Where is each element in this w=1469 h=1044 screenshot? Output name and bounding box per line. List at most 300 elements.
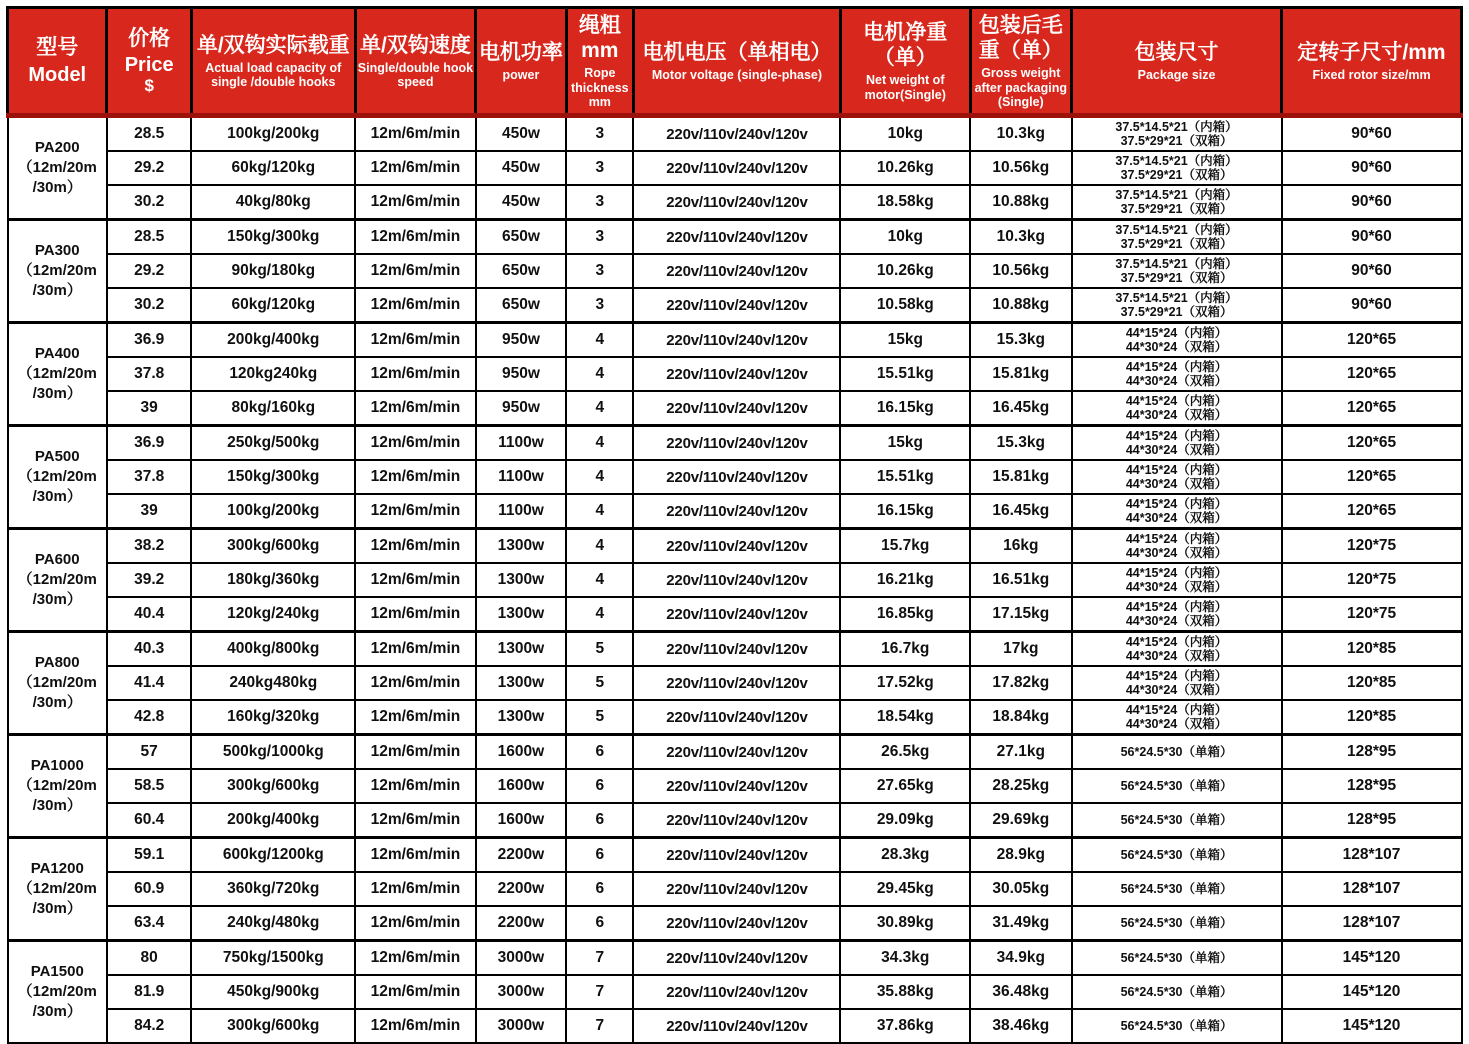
model-note-line: （12m/20m <box>17 364 97 382</box>
cell-voltage: 220v/110v/240v/120v <box>633 700 840 735</box>
cell-speed: 12m/6m/min <box>355 872 476 906</box>
table-row <box>8 1009 1462 1043</box>
cell-net: 10.26kg <box>840 151 970 185</box>
cell-gross: 30.05kg <box>970 872 1071 906</box>
cell-rotor: 128*107 <box>1282 838 1462 873</box>
cell-rope: 7 <box>566 975 633 1009</box>
cell-price: 38.2 <box>107 529 191 564</box>
cell-speed: 12m/6m/min <box>355 323 476 358</box>
cell-net: 16.15kg <box>840 494 970 529</box>
cell-price: 58.5 <box>107 769 191 803</box>
cell-load: 150kg/300kg <box>191 460 355 494</box>
cell-load: 240kg/480kg <box>191 906 355 941</box>
cell-price: 39 <box>107 391 191 426</box>
cell-package <box>1072 288 1282 323</box>
cell-package <box>1072 426 1282 461</box>
cell-package <box>1072 391 1282 426</box>
table-row <box>8 254 1462 288</box>
cell-load: 300kg/600kg <box>191 1009 355 1043</box>
cell-package <box>1072 185 1282 220</box>
table-row <box>8 975 1462 1009</box>
cell-voltage: 220v/110v/240v/120v <box>633 185 840 220</box>
package-size-line: 44*15*24（内箱） <box>1125 360 1228 374</box>
cell-voltage: 220v/110v/240v/120v <box>633 838 840 873</box>
cell-gross: 17.15kg <box>970 597 1071 632</box>
cell-speed: 12m/6m/min <box>355 426 476 461</box>
cell-load: 120kg240kg <box>191 357 355 391</box>
cell-power: 1300w <box>476 700 566 735</box>
package-size-line: 44*30*24（双箱） <box>1125 340 1228 354</box>
header-en2-price: $ <box>144 76 154 96</box>
cell-price: 60.9 <box>107 872 191 906</box>
cell-power: 450w <box>476 151 566 185</box>
table-row <box>8 838 1462 873</box>
header-cell-net <box>840 8 970 116</box>
package-size-line: 44*15*24（内箱） <box>1125 326 1228 340</box>
cell-package <box>1072 323 1282 358</box>
cell-package <box>1072 975 1282 1009</box>
cell-price: 29.2 <box>107 151 191 185</box>
cell-net: 29.45kg <box>840 872 970 906</box>
package-size-line: 44*30*24（双箱） <box>1125 408 1228 422</box>
header-cell-package <box>1072 8 1282 116</box>
model-name: PA500 <box>34 447 80 465</box>
header-zh-speed: 单/双钩速度 <box>360 33 471 57</box>
table-row <box>8 666 1462 700</box>
cell-rope: 4 <box>566 494 633 529</box>
model-note-line: /30m） <box>32 694 82 712</box>
model-note-line: （12m/20m <box>17 158 97 176</box>
cell-net: 15.51kg <box>840 460 970 494</box>
header-en-net: Net weight of motor(Single) <box>864 73 946 102</box>
cell-price: 30.2 <box>107 288 191 323</box>
package-size-line: 37.5*14.5*21（内箱） <box>1115 223 1238 237</box>
cell-rotor: 128*95 <box>1282 769 1462 803</box>
header-cell-price <box>107 8 191 116</box>
package-size-line: 56*24.5*30（单箱） <box>1120 882 1233 896</box>
cell-power: 650w <box>476 220 566 255</box>
model-note-line: /30m） <box>32 1003 82 1021</box>
cell-power: 950w <box>476 357 566 391</box>
cell-voltage: 220v/110v/240v/120v <box>633 666 840 700</box>
cell-power: 950w <box>476 391 566 426</box>
model-note-line: （12m/20m <box>17 879 97 897</box>
header-cell-gross <box>970 8 1071 116</box>
package-size-line: 56*24.5*30（单箱） <box>1120 985 1233 999</box>
cell-package <box>1072 666 1282 700</box>
model-name: PA600 <box>34 550 80 568</box>
cell-rope: 4 <box>566 391 633 426</box>
package-size-line: 44*15*24（内箱） <box>1125 703 1228 717</box>
cell-speed: 12m/6m/min <box>355 529 476 564</box>
package-size-line: 44*30*24（双箱） <box>1125 614 1228 628</box>
cell-package <box>1072 357 1282 391</box>
cell-rope: 3 <box>566 288 633 323</box>
package-size-line: 44*15*24（内箱） <box>1125 429 1228 443</box>
cell-net: 17.52kg <box>840 666 970 700</box>
model-name: PA1000 <box>30 756 84 774</box>
header-cell-rope <box>566 8 633 116</box>
model-note-line: /30m） <box>32 797 82 815</box>
cell-price: 80 <box>107 941 191 976</box>
cell-gross: 17.82kg <box>970 666 1071 700</box>
cell-rope: 4 <box>566 426 633 461</box>
cell-speed: 12m/6m/min <box>355 941 476 976</box>
cell-price: 63.4 <box>107 906 191 941</box>
table-row <box>8 632 1462 667</box>
cell-power: 3000w <box>476 941 566 976</box>
cell-rope: 3 <box>566 185 633 220</box>
model-name: PA400 <box>34 344 80 362</box>
cell-rope: 6 <box>566 838 633 873</box>
cell-load: 400kg/800kg <box>191 632 355 667</box>
package-size-line: 44*30*24（双箱） <box>1125 511 1228 525</box>
header-en-model: Model <box>28 63 87 86</box>
table-row <box>8 391 1462 426</box>
cell-rope: 6 <box>566 872 633 906</box>
cell-net: 16.15kg <box>840 391 970 426</box>
cell-rotor: 90*60 <box>1282 185 1462 220</box>
header-cell-load <box>191 8 355 116</box>
cell-voltage: 220v/110v/240v/120v <box>633 494 840 529</box>
cell-net: 10.26kg <box>840 254 970 288</box>
cell-load: 600kg/1200kg <box>191 838 355 873</box>
package-size-line: 56*24.5*30（单箱） <box>1120 813 1233 827</box>
model-note-line: /30m） <box>32 900 82 918</box>
model-note-line: /30m） <box>32 179 82 197</box>
cell-rope: 4 <box>566 357 633 391</box>
cell-power: 650w <box>476 254 566 288</box>
cell-package <box>1072 460 1282 494</box>
cell-voltage: 220v/110v/240v/120v <box>633 872 840 906</box>
cell-net: 16.7kg <box>840 632 970 667</box>
table-row <box>8 460 1462 494</box>
cell-gross: 15.81kg <box>970 460 1071 494</box>
header-en-gross: Gross weight after packaging (Single) <box>974 66 1067 109</box>
cell-package <box>1072 906 1282 941</box>
cell-speed: 12m/6m/min <box>355 116 476 152</box>
cell-rotor: 120*85 <box>1282 700 1462 735</box>
model-note-line: /30m） <box>32 385 82 403</box>
cell-gross: 17kg <box>970 632 1071 667</box>
cell-voltage: 220v/110v/240v/120v <box>633 391 840 426</box>
table-row <box>8 941 1462 976</box>
cell-net: 29.09kg <box>840 803 970 838</box>
cell-model-PA1000 <box>8 735 107 838</box>
cell-rope: 4 <box>566 597 633 632</box>
cell-voltage: 220v/110v/240v/120v <box>633 529 840 564</box>
cell-rope: 3 <box>566 116 633 152</box>
cell-gross: 10.88kg <box>970 185 1071 220</box>
cell-speed: 12m/6m/min <box>355 838 476 873</box>
cell-speed: 12m/6m/min <box>355 769 476 803</box>
cell-voltage: 220v/110v/240v/120v <box>633 597 840 632</box>
cell-speed: 12m/6m/min <box>355 735 476 770</box>
cell-power: 1100w <box>476 460 566 494</box>
cell-package <box>1072 769 1282 803</box>
cell-net: 27.65kg <box>840 769 970 803</box>
cell-gross: 16.45kg <box>970 391 1071 426</box>
cell-rotor: 120*65 <box>1282 460 1462 494</box>
table-row <box>8 288 1462 323</box>
header-en-voltage: Motor voltage (single-phase) <box>651 67 823 82</box>
cell-model-PA300 <box>8 220 107 323</box>
package-size-line: 44*15*24（内箱） <box>1125 600 1228 614</box>
cell-net: 18.58kg <box>840 185 970 220</box>
cell-voltage: 220v/110v/240v/120v <box>633 357 840 391</box>
package-size-line: 44*15*24（内箱） <box>1125 635 1228 649</box>
cell-speed: 12m/6m/min <box>355 151 476 185</box>
cell-rotor: 120*85 <box>1282 666 1462 700</box>
package-size-line: 37.5*29*21（双箱） <box>1120 134 1233 148</box>
cell-gross: 15.3kg <box>970 323 1071 358</box>
cell-gross: 10.56kg <box>970 254 1071 288</box>
header-en-package: Package size <box>1137 67 1216 82</box>
cell-net: 10kg <box>840 220 970 255</box>
package-size-line: 37.5*14.5*21（内箱） <box>1115 154 1238 168</box>
cell-load: 200kg/400kg <box>191 323 355 358</box>
cell-package <box>1072 563 1282 597</box>
cell-voltage: 220v/110v/240v/120v <box>633 769 840 803</box>
cell-net: 18.54kg <box>840 700 970 735</box>
package-size-line: 44*15*24（内箱） <box>1125 463 1228 477</box>
cell-model-PA800 <box>8 632 107 735</box>
model-note-line: （12m/20m <box>17 261 97 279</box>
table-row <box>8 323 1462 358</box>
cell-load: 90kg/180kg <box>191 254 355 288</box>
cell-package <box>1072 632 1282 667</box>
header-en-load: Actual load capacity of single /double hooks <box>205 60 342 90</box>
cell-rotor: 120*85 <box>1282 632 1462 667</box>
package-size-line: 44*30*24（双箱） <box>1125 649 1228 663</box>
cell-power: 2200w <box>476 906 566 941</box>
cell-rope: 4 <box>566 323 633 358</box>
header-zh-voltage: 电机电压（单相电） <box>642 40 832 64</box>
cell-rotor: 128*107 <box>1282 872 1462 906</box>
cell-rope: 4 <box>566 460 633 494</box>
cell-voltage: 220v/110v/240v/120v <box>633 220 840 255</box>
header-en-speed: Single/double hook speed <box>357 60 474 90</box>
table-row <box>8 872 1462 906</box>
cell-rope: 6 <box>566 735 633 770</box>
cell-price: 37.8 <box>107 357 191 391</box>
cell-package <box>1072 803 1282 838</box>
table-header <box>8 8 1462 116</box>
package-size-line: 56*24.5*30（单箱） <box>1120 745 1233 759</box>
cell-voltage: 220v/110v/240v/120v <box>633 803 840 838</box>
cell-load: 40kg/80kg <box>191 185 355 220</box>
package-size-line: 44*15*24（内箱） <box>1125 497 1228 511</box>
cell-rope: 4 <box>566 529 633 564</box>
cell-price: 28.5 <box>107 116 191 152</box>
cell-rope: 3 <box>566 220 633 255</box>
cell-package <box>1072 872 1282 906</box>
cell-speed: 12m/6m/min <box>355 563 476 597</box>
cell-load: 60kg/120kg <box>191 288 355 323</box>
cell-rope: 7 <box>566 1009 633 1043</box>
cell-package <box>1072 151 1282 185</box>
cell-price: 42.8 <box>107 700 191 735</box>
cell-rope: 7 <box>566 941 633 976</box>
table-row <box>8 803 1462 838</box>
header-en-price: Price <box>124 54 174 77</box>
cell-load: 150kg/300kg <box>191 220 355 255</box>
cell-rotor: 128*95 <box>1282 735 1462 770</box>
package-size-line: 37.5*29*21（双箱） <box>1120 237 1233 251</box>
model-name: PA1500 <box>30 962 84 980</box>
cell-net: 10kg <box>840 116 970 152</box>
model-note-line: （12m/20m <box>17 776 97 794</box>
table-body <box>8 116 1462 1044</box>
cell-voltage: 220v/110v/240v/120v <box>633 288 840 323</box>
cell-net: 15kg <box>840 323 970 358</box>
cell-rotor: 120*65 <box>1282 494 1462 529</box>
cell-load: 200kg/400kg <box>191 803 355 838</box>
cell-power: 1300w <box>476 666 566 700</box>
model-note-line: （12m/20m <box>17 570 97 588</box>
cell-power: 1600w <box>476 803 566 838</box>
cell-net: 26.5kg <box>840 735 970 770</box>
cell-voltage: 220v/110v/240v/120v <box>633 151 840 185</box>
cell-price: 39 <box>107 494 191 529</box>
table-row <box>8 426 1462 461</box>
cell-net: 30.89kg <box>840 906 970 941</box>
cell-load: 750kg/1500kg <box>191 941 355 976</box>
package-size-line: 44*30*24（双箱） <box>1125 580 1228 594</box>
header-zh-rope: 绳粗mm <box>578 13 621 62</box>
cell-speed: 12m/6m/min <box>355 391 476 426</box>
cell-price: 39.2 <box>107 563 191 597</box>
package-size-line: 56*24.5*30（单箱） <box>1120 1019 1233 1033</box>
cell-package <box>1072 254 1282 288</box>
model-name: PA800 <box>34 653 80 671</box>
model-name: PA200 <box>34 138 80 156</box>
cell-load: 450kg/900kg <box>191 975 355 1009</box>
cell-power: 1300w <box>476 597 566 632</box>
cell-model-PA1500 <box>8 941 107 1044</box>
package-size-line: 44*30*24（双箱） <box>1125 546 1228 560</box>
cell-package <box>1072 735 1282 770</box>
cell-price: 36.9 <box>107 323 191 358</box>
model-name: PA1200 <box>30 859 84 877</box>
cell-package <box>1072 1009 1282 1043</box>
cell-load: 360kg/720kg <box>191 872 355 906</box>
cell-gross: 15.3kg <box>970 426 1071 461</box>
cell-net: 15.7kg <box>840 529 970 564</box>
cell-load: 180kg/360kg <box>191 563 355 597</box>
package-size-line: 44*15*24（内箱） <box>1125 394 1228 408</box>
cell-load: 100kg/200kg <box>191 494 355 529</box>
cell-model-PA200 <box>8 116 107 220</box>
header-zh-load: 单/双钩实际载重 <box>196 33 350 57</box>
table-row <box>8 529 1462 564</box>
cell-gross: 28.25kg <box>970 769 1071 803</box>
table-row <box>8 116 1462 152</box>
cell-rotor: 120*65 <box>1282 357 1462 391</box>
cell-gross: 16.51kg <box>970 563 1071 597</box>
cell-net: 34.3kg <box>840 941 970 976</box>
cell-speed: 12m/6m/min <box>355 975 476 1009</box>
cell-price: 57 <box>107 735 191 770</box>
cell-rotor: 90*60 <box>1282 254 1462 288</box>
cell-load: 300kg/600kg <box>191 769 355 803</box>
package-size-line: 37.5*29*21（双箱） <box>1120 271 1233 285</box>
cell-price: 36.9 <box>107 426 191 461</box>
header-zh-package: 包装尺寸 <box>1134 40 1219 64</box>
header-zh-net: 电机净重（单） <box>863 20 948 70</box>
cell-gross: 16.45kg <box>970 494 1071 529</box>
cell-load: 80kg/160kg <box>191 391 355 426</box>
header-zh-power: 电机功率 <box>478 40 563 64</box>
package-size-line: 44*30*24（双箱） <box>1125 683 1228 697</box>
table-row <box>8 151 1462 185</box>
package-size-line: 56*24.5*30（单箱） <box>1120 848 1233 862</box>
cell-power: 3000w <box>476 975 566 1009</box>
package-size-line: 44*15*24（内箱） <box>1125 669 1228 683</box>
cell-load: 100kg/200kg <box>191 116 355 152</box>
cell-price: 37.8 <box>107 460 191 494</box>
cell-rotor: 90*60 <box>1282 288 1462 323</box>
table-row <box>8 494 1462 529</box>
header-cell-voltage <box>633 8 840 116</box>
cell-rotor: 90*60 <box>1282 151 1462 185</box>
cell-gross: 34.9kg <box>970 941 1071 976</box>
cell-load: 60kg/120kg <box>191 151 355 185</box>
cell-load: 250kg/500kg <box>191 426 355 461</box>
header-cell-speed <box>355 8 476 116</box>
cell-gross: 29.69kg <box>970 803 1071 838</box>
cell-speed: 12m/6m/min <box>355 185 476 220</box>
cell-price: 29.2 <box>107 254 191 288</box>
package-size-line: 37.5*14.5*21（内箱） <box>1115 257 1238 271</box>
cell-gross: 18.84kg <box>970 700 1071 735</box>
cell-rotor: 128*107 <box>1282 906 1462 941</box>
cell-gross: 10.88kg <box>970 288 1071 323</box>
cell-power: 950w <box>476 323 566 358</box>
cell-voltage: 220v/110v/240v/120v <box>633 323 840 358</box>
cell-gross: 10.3kg <box>970 116 1071 152</box>
cell-net: 16.21kg <box>840 563 970 597</box>
package-size-line: 56*24.5*30（单箱） <box>1120 779 1233 793</box>
header-zh-rotor: 定转子尺寸/mm <box>1297 40 1446 64</box>
cell-power: 650w <box>476 288 566 323</box>
cell-net: 16.85kg <box>840 597 970 632</box>
package-size-line: 56*24.5*30（单箱） <box>1120 951 1233 965</box>
cell-net: 28.3kg <box>840 838 970 873</box>
package-size-line: 44*30*24（双箱） <box>1125 477 1228 491</box>
cell-power: 1600w <box>476 735 566 770</box>
model-note-line: （12m/20m <box>17 673 97 691</box>
cell-rotor: 145*120 <box>1282 941 1462 976</box>
cell-rotor: 128*95 <box>1282 803 1462 838</box>
cell-package <box>1072 941 1282 976</box>
table-row <box>8 185 1462 220</box>
cell-voltage: 220v/110v/240v/120v <box>633 1009 840 1043</box>
cell-rotor: 120*75 <box>1282 529 1462 564</box>
cell-rotor: 120*75 <box>1282 563 1462 597</box>
package-size-line: 37.5*14.5*21（内箱） <box>1115 120 1238 134</box>
model-note-line: （12m/20m <box>17 982 97 1000</box>
cell-package <box>1072 700 1282 735</box>
cell-power: 1100w <box>476 426 566 461</box>
cell-price: 40.3 <box>107 632 191 667</box>
cell-net: 35.88kg <box>840 975 970 1009</box>
cell-voltage: 220v/110v/240v/120v <box>633 906 840 941</box>
cell-net: 15.51kg <box>840 357 970 391</box>
cell-voltage: 220v/110v/240v/120v <box>633 426 840 461</box>
cell-net: 15kg <box>840 426 970 461</box>
cell-rotor: 145*120 <box>1282 1009 1462 1043</box>
